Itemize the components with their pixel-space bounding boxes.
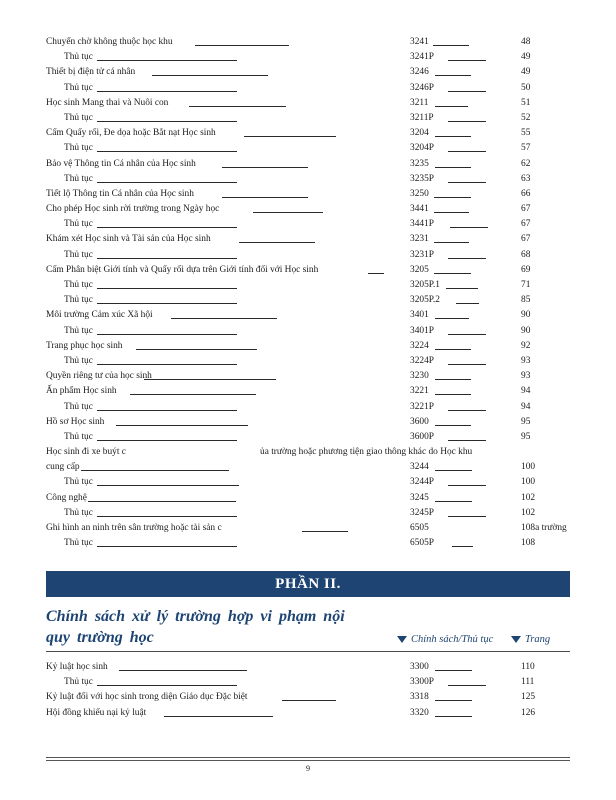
policy-code: 3241: [410, 37, 429, 47]
leader-line: [119, 670, 247, 671]
toc-entry-title: Thủ tục: [64, 173, 93, 184]
footer-rule: [46, 760, 570, 761]
page-number: 9: [306, 764, 310, 773]
policy-code: 3241P: [410, 52, 434, 63]
toc-entry-title: Tiết lộ Thông tin Cá nhân của Học sinh: [46, 188, 194, 199]
leader-line: [435, 470, 472, 471]
page-ref: 48: [521, 37, 531, 47]
toc-entry-title: Cấm Phân biệt Giới tính và Quấy rối dựa trên Giới tính đối với Học sinh: [46, 264, 319, 275]
toc-entry-title: Thủ tục: [64, 677, 93, 688]
toc-entry[interactable]: [46, 65, 566, 80]
page-ref: 50: [521, 82, 531, 93]
policy-code: 3318: [410, 692, 429, 703]
toc-entry[interactable]: [46, 111, 566, 126]
leader-line: [130, 394, 256, 395]
page-ref: 100: [521, 477, 536, 488]
leader-line: [435, 394, 471, 395]
leader-line: [448, 516, 486, 517]
leader-line: [97, 258, 237, 259]
toc-entry[interactable]: [46, 50, 566, 65]
leader-line: [434, 273, 471, 274]
page-ref: 55: [521, 128, 531, 139]
page-ref: 67: [521, 234, 531, 245]
toc-entry[interactable]: [46, 690, 566, 705]
leader-line: [195, 45, 289, 46]
leader-line: [97, 121, 237, 122]
part-banner: [46, 571, 570, 597]
page-ref: 125: [521, 692, 536, 703]
policy-code: 3205P.2: [410, 295, 440, 306]
page-ref: 90: [521, 310, 531, 321]
toc-entry-title: Hồ sơ Học sinh: [46, 416, 105, 427]
page-ref: 62: [521, 158, 531, 169]
toc-list-part1: [46, 35, 566, 551]
page-ref: 102: [521, 492, 536, 503]
toc-entry[interactable]: [46, 157, 566, 172]
page-ref: 94: [521, 401, 531, 412]
leader-line: [253, 212, 323, 213]
policy-code: 3246P: [410, 82, 434, 93]
toc-entry[interactable]: [46, 384, 566, 399]
policy-code: 3246: [410, 67, 429, 78]
toc-entry[interactable]: [46, 369, 566, 384]
leader-line: [282, 700, 336, 701]
page-ref: 63: [521, 173, 531, 184]
toc-entry[interactable]: [46, 263, 566, 278]
leader-line: [448, 440, 486, 441]
page-ref: 52: [521, 112, 531, 123]
toc-entry[interactable]: [46, 491, 566, 506]
leader-line: [433, 45, 469, 46]
leader-line: [97, 410, 237, 411]
policy-code: 3205P.1: [410, 280, 440, 290]
leader-line: [88, 501, 236, 502]
leader-line: [435, 167, 471, 168]
policy-code: 3245P: [410, 507, 434, 518]
toc-entry-title: Thủ tục: [64, 295, 93, 306]
toc-entry-title-continued: ủa trường hoặc phương tiện giao thông khác do Học khu: [260, 447, 473, 458]
leader-line: [152, 75, 268, 76]
toc-entry[interactable]: [46, 415, 566, 430]
toc-entry-title: Ghi hình an ninh trên sân trường hoặc tài sản c: [46, 523, 222, 533]
page-ref: 110: [521, 662, 535, 672]
policy-code: 3244P: [410, 477, 434, 488]
policy-code: 3245: [410, 492, 429, 503]
policy-code: 3204: [410, 128, 429, 139]
leader-line: [97, 485, 239, 486]
toc-entry[interactable]: [46, 96, 566, 111]
toc-entry[interactable]: [46, 81, 566, 96]
toc-entry-title: Bảo vệ Thông tin Cá nhân của Học sinh: [46, 158, 196, 169]
toc-entry-title: Thủ tục: [64, 325, 93, 336]
leader-line: [189, 106, 286, 107]
page-ref: 126: [521, 707, 536, 718]
toc-entry[interactable]: [46, 141, 566, 156]
header-rule: [46, 651, 570, 652]
leader-line: [435, 349, 471, 350]
toc-entry[interactable]: [46, 706, 566, 721]
policy-code: 3211P: [410, 112, 434, 123]
toc-entry[interactable]: [46, 232, 566, 247]
policy-code: 3221: [410, 386, 429, 397]
toc-entry[interactable]: [46, 278, 566, 293]
policy-code: 3441P: [410, 219, 434, 230]
toc-entry-title: Thủ tục: [64, 52, 93, 63]
leader-line: [368, 273, 384, 274]
policy-code: 3320: [410, 707, 429, 718]
leader-line: [222, 167, 308, 168]
toc-entry-title: Thủ tục: [64, 280, 93, 290]
leader-line: [171, 318, 277, 319]
page-ref: 95: [521, 431, 531, 442]
policy-code: 3300P: [410, 677, 434, 688]
page-ref: 93: [521, 355, 531, 366]
toc-entry-title: Thủ tục: [64, 431, 93, 442]
part-title: PHẦN II.: [275, 576, 341, 592]
toc-entry-title: Thủ tục: [64, 219, 93, 230]
leader-line: [244, 136, 336, 137]
policy-code: 3204P: [410, 143, 434, 154]
column-header-policy-label: Chính sách/Thủ tục: [411, 634, 494, 645]
leader-line: [448, 334, 486, 335]
section-title: [46, 606, 346, 648]
toc-entry-title: Học sinh đi xe buýt c: [46, 447, 126, 458]
toc-entry[interactable]: [46, 172, 566, 187]
policy-code: 3235: [410, 158, 429, 169]
leader-line: [144, 379, 276, 380]
toc-entry-title: Thiết bị điện tử cá nhân: [46, 67, 136, 78]
leader-line: [452, 546, 473, 547]
toc-list-part2: [46, 660, 566, 721]
policy-code: 3235P: [410, 173, 434, 184]
leader-line: [448, 182, 486, 183]
page-ref: 100: [521, 462, 536, 473]
toc-entry-title: Học sinh Mang thai và Nuôi con: [46, 97, 169, 108]
toc-entry[interactable]: [46, 675, 566, 690]
leader-line: [446, 288, 478, 289]
policy-code: 3600P: [410, 431, 434, 442]
toc-entry[interactable]: [46, 217, 566, 232]
leader-line: [448, 60, 486, 61]
leader-line: [136, 349, 257, 350]
toc-entry-title: Hội đồng khiếu nại kỷ luật: [46, 707, 147, 718]
toc-entry[interactable]: [46, 339, 566, 354]
toc-entry-title: Cho phép Học sinh rời trường trong Ngày học: [46, 204, 220, 215]
column-header-page-label: Trang: [525, 634, 551, 645]
leader-line: [448, 91, 486, 92]
leader-line: [448, 121, 486, 122]
leader-line: [448, 258, 486, 259]
leader-line: [116, 425, 248, 426]
toc-entry[interactable]: [46, 445, 566, 460]
leader-line: [456, 303, 479, 304]
toc-entry[interactable]: [46, 430, 566, 445]
leader-line: [97, 60, 237, 61]
policy-code: 3441: [410, 204, 429, 215]
leader-line: [97, 303, 237, 304]
leader-line: [97, 91, 237, 92]
leader-line: [448, 410, 486, 411]
section-title-line2: quy trường học: [46, 629, 154, 646]
page-ref: 95: [521, 416, 531, 427]
leader-line: [435, 136, 471, 137]
leader-line: [164, 716, 273, 717]
toc-entry[interactable]: [46, 475, 566, 490]
toc-entry[interactable]: [46, 354, 566, 369]
leader-line: [435, 75, 471, 76]
leader-line: [434, 197, 471, 198]
page-ref: 102: [521, 507, 536, 518]
policy-code: 3250: [410, 188, 429, 199]
toc-entry[interactable]: [46, 35, 566, 50]
page-ref: 85: [521, 295, 531, 306]
leader-line: [97, 364, 237, 365]
toc-entry-title: Công nghệ: [46, 492, 87, 503]
toc-entry-title: Thủ tục: [64, 249, 93, 260]
leader-line: [448, 685, 486, 686]
page-ref: 108: [521, 538, 536, 549]
column-header-policy: [397, 633, 493, 647]
leader-line: [97, 440, 237, 441]
toc-entry-title: Kỷ luật đối với học sinh trong diện Giáo dục Đặc biệt: [46, 692, 248, 703]
page-ref: 94: [521, 386, 531, 397]
toc-entry-title: Chuyển chờ không thuộc học khu: [46, 37, 173, 47]
section-title-line1: Chính sách xử lý trường hợp vi phạm nội: [46, 608, 345, 625]
toc-entry-title: Thủ tục: [64, 507, 93, 518]
toc-entry-title: Thủ tục: [64, 112, 93, 123]
toc-entry-title: Thủ tục: [64, 538, 93, 549]
page-ref: 92: [521, 340, 531, 351]
page-ref: 90: [521, 325, 531, 336]
page-ref: 111: [521, 677, 535, 688]
leader-line: [435, 716, 472, 717]
policy-code: 3205: [410, 264, 429, 275]
toc-entry-title: Quyền riêng tư của học sinh: [46, 371, 152, 382]
page-ref: 93: [521, 371, 531, 382]
toc-entry[interactable]: [46, 660, 566, 675]
leader-line: [435, 106, 468, 107]
leader-line: [435, 425, 471, 426]
toc-entry[interactable]: [46, 324, 566, 339]
leader-line: [97, 182, 237, 183]
toc-entry-title: Môi trường Cảm xúc Xã hội: [46, 310, 153, 321]
policy-code: 3221P: [410, 401, 434, 412]
leader-line: [239, 242, 315, 243]
toc-entry-title: Thủ tục: [64, 143, 93, 154]
leader-line: [434, 212, 469, 213]
toc-entry[interactable]: [46, 126, 566, 141]
page-ref: 49: [521, 67, 531, 78]
leader-line: [81, 470, 229, 471]
page-ref: 108a trường: [521, 523, 567, 533]
toc-entry-title: Kỷ luật học sinh: [46, 662, 108, 672]
leader-line: [450, 227, 488, 228]
toc-entry-title: cung cấp: [46, 462, 80, 473]
leader-line: [435, 670, 472, 671]
policy-code: 6505P: [410, 538, 434, 549]
toc-entry-title: Thủ tục: [64, 82, 93, 93]
toc-entry[interactable]: [46, 536, 566, 551]
policy-code: 3401P: [410, 325, 434, 336]
leader-line: [435, 379, 471, 380]
toc-entry-title: Thủ tục: [64, 355, 93, 366]
leader-line: [435, 318, 469, 319]
leader-line: [435, 501, 472, 502]
triangle-down-icon: [511, 636, 521, 643]
policy-code: 3401: [410, 310, 429, 321]
toc-entry[interactable]: [46, 521, 566, 536]
triangle-down-icon: [397, 636, 407, 643]
leader-line: [97, 334, 237, 335]
leader-line: [448, 364, 486, 365]
page-ref: 67: [521, 219, 531, 230]
leader-line: [448, 485, 486, 486]
toc-entry[interactable]: [46, 202, 566, 217]
footer-rule: [46, 757, 570, 758]
page-ref: 68: [521, 249, 531, 260]
leader-line: [97, 546, 237, 547]
page-ref: 57: [521, 143, 531, 154]
toc-entry-title: Ấn phẩm Học sinh: [46, 386, 117, 397]
toc-entry-title: Thủ tục: [64, 401, 93, 412]
policy-code: 3244: [410, 462, 429, 473]
toc-entry[interactable]: [46, 400, 566, 415]
leader-line: [97, 227, 237, 228]
page-ref: 71: [521, 280, 531, 290]
policy-code: 3230: [410, 371, 429, 382]
page-ref: 49: [521, 52, 531, 63]
leader-line: [97, 151, 237, 152]
column-header-page: [511, 633, 550, 647]
leader-line: [434, 242, 469, 243]
policy-code: 3600: [410, 416, 429, 427]
toc-entry-title: Cấm Quấy rối, Đe dọa hoặc Bắt nạt Học sinh: [46, 128, 216, 139]
policy-code: 3224: [410, 340, 429, 351]
leader-line: [97, 685, 237, 686]
leader-line: [222, 197, 308, 198]
policy-code: 3231P: [410, 249, 434, 260]
leader-line: [97, 288, 237, 289]
leader-line: [97, 516, 237, 517]
toc-entry[interactable]: [46, 308, 566, 323]
policy-code: 3224P: [410, 355, 434, 366]
leader-line: [448, 151, 486, 152]
policy-code: 6505: [410, 523, 429, 533]
toc-entry-title: Trang phục học sinh: [46, 340, 123, 351]
leader-line: [302, 531, 348, 532]
page-ref: 51: [521, 97, 531, 108]
toc-entry[interactable]: [46, 187, 566, 202]
toc-entry[interactable]: [46, 460, 566, 475]
toc-entry[interactable]: [46, 293, 566, 308]
leader-line: [435, 700, 472, 701]
page-ref: 69: [521, 264, 531, 275]
toc-entry[interactable]: [46, 506, 566, 521]
toc-entry-title: Khám xét Học sinh và Tài sản của Học sinh: [46, 234, 211, 245]
policy-code: 3211: [410, 97, 429, 108]
toc-entry-title: Thủ tục: [64, 477, 93, 488]
toc-entry[interactable]: [46, 248, 566, 263]
policy-code: 3231: [410, 234, 429, 245]
policy-code: 3300: [410, 662, 429, 672]
page-ref: 66: [521, 188, 531, 199]
page-ref: 67: [521, 204, 531, 215]
